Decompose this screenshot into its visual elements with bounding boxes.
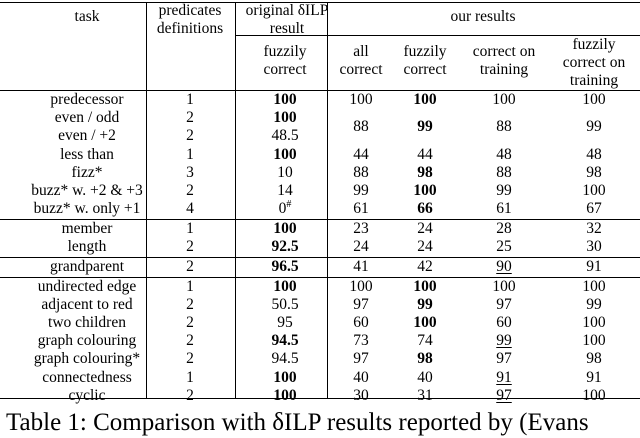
all-correct-value: 97 [353, 350, 369, 368]
predicates-count: 2 [186, 182, 194, 199]
fuzzily-correct-on-training-value: 99 [586, 118, 602, 136]
original-result: 96.5 [271, 257, 299, 275]
correct-on-training-value: 88 [496, 163, 512, 181]
all-correct-value: 99 [353, 182, 369, 199]
fuzzily-correct-on-training-value: 100 [582, 386, 606, 404]
original-result: 100 [273, 368, 297, 386]
fuzzily-correct-on-training-value: 67 [586, 200, 602, 218]
task-name: adjacent to red [41, 295, 133, 313]
fuzzily-correct-on-training-value: 98 [586, 350, 602, 368]
correct-on-training-value: 48 [496, 145, 512, 163]
fuzzily-correct-value: 100 [413, 313, 437, 331]
correct-on-training-value: 88 [496, 118, 512, 136]
all-correct-value: 60 [353, 313, 369, 331]
task-name: grandparent [49, 257, 125, 275]
header-predicates-definitions: predicates definitions [156, 2, 224, 37]
task-name: fizz* [71, 163, 103, 181]
predicates-count: 2 [186, 386, 194, 404]
fuzzily-correct-value: 66 [417, 200, 433, 218]
task-name: less than [60, 145, 114, 163]
task-name: two children [48, 313, 126, 331]
correct-on-training-value: 97 [496, 295, 512, 313]
original-result: 100 [273, 277, 297, 295]
fuzzily-correct-value: 42 [417, 257, 433, 275]
all-correct-value: 97 [353, 295, 369, 313]
original-result: 0# [278, 199, 292, 218]
rule-line [0, 2, 640, 3]
original-result: 94.5 [271, 350, 299, 368]
original-result: 100 [273, 109, 297, 127]
predicates-count: 1 [186, 145, 194, 163]
original-result: 48.5 [271, 127, 299, 145]
task-name: graph colouring* [33, 350, 141, 368]
fuzzily-correct-value: 98 [417, 163, 433, 181]
correct-on-training-value: 99 [496, 182, 512, 199]
predicates-count: 2 [186, 109, 194, 127]
fuzzily-correct-value: 100 [413, 277, 437, 295]
all-correct-value: 73 [353, 332, 369, 350]
fuzzily-correct-value: 99 [417, 295, 433, 313]
all-correct-value: 61 [353, 200, 369, 218]
predicates-count: 1 [186, 277, 194, 295]
predicates-count: 2 [186, 295, 194, 313]
all-correct-value: 24 [353, 238, 369, 256]
header-our-results: our results [450, 8, 516, 25]
correct-on-training-value: 97 [496, 386, 512, 404]
predicates-count: 2 [186, 238, 194, 256]
original-result: 14 [277, 182, 293, 199]
correct-on-training-value: 25 [496, 238, 512, 256]
rule-line [0, 219, 640, 220]
all-correct-value: 44 [353, 145, 369, 163]
fuzzily-correct-on-training-value: 30 [586, 238, 602, 256]
rule-line [0, 398, 640, 399]
fuzzily-correct-on-training-value: 91 [586, 368, 602, 386]
task-name: length [67, 238, 107, 256]
predicates-count: 1 [186, 368, 194, 386]
original-result: 100 [273, 145, 297, 163]
fuzzily-correct-value: 98 [417, 350, 433, 368]
fuzzily-correct-on-training-value: 100 [582, 313, 606, 331]
fuzzily-correct-value: 31 [417, 386, 433, 404]
correct-on-training-value: 28 [496, 219, 512, 237]
original-result: 50.5 [271, 295, 299, 313]
task-name: even / odd [54, 109, 120, 127]
all-correct-value: 40 [353, 368, 369, 386]
correct-on-training-value: 60 [496, 313, 512, 331]
task-name: predecessor [50, 91, 124, 108]
correct-on-training-value: 100 [492, 277, 516, 295]
rule-line [0, 277, 640, 278]
task-name: connectedness [42, 368, 132, 386]
task-name: even / +2 [58, 127, 116, 145]
column-divider [235, 2, 236, 398]
fuzzily-correct-on-training-value: 99 [586, 295, 602, 313]
header-all-correct: all correct [339, 43, 383, 78]
fuzzily-correct-value: 100 [413, 91, 437, 108]
fuzzily-correct-on-training-value: 32 [586, 219, 602, 237]
task-name: buzz* w. +2 & +3 [31, 182, 143, 199]
fuzzily-correct-on-training-value: 100 [582, 332, 606, 350]
correct-on-training-value: 91 [496, 368, 512, 386]
original-result: 95 [277, 313, 293, 331]
task-name: cyclic [68, 386, 106, 404]
predicates-count: 4 [186, 200, 194, 218]
original-result: 100 [273, 219, 297, 237]
predicates-count: 1 [186, 219, 194, 237]
task-name: graph colouring [37, 332, 137, 350]
all-correct-value: 23 [353, 219, 369, 237]
original-result: 94.5 [271, 332, 299, 350]
column-divider [327, 2, 328, 398]
fuzzily-correct-on-training-value: 98 [586, 163, 602, 181]
predicates-count: 2 [186, 350, 194, 368]
task-name: buzz* w. only +1 [33, 200, 141, 218]
correct-on-training-value: 100 [492, 91, 516, 108]
header-fuzzily-correct: fuzzily correct [403, 43, 447, 78]
predicates-count: 2 [186, 127, 194, 145]
task-name: member [61, 219, 113, 237]
fuzzily-correct-value: 100 [413, 182, 437, 199]
header-task: task [74, 8, 100, 25]
fuzzily-correct-on-training-value: 48 [586, 145, 602, 163]
all-correct-value: 100 [349, 277, 373, 295]
header-fuzzily-correct-original: fuzzily correct [263, 43, 307, 78]
correct-on-training-value: 97 [496, 350, 512, 368]
all-correct-value: 41 [353, 257, 369, 275]
fuzzily-correct-value: 99 [417, 118, 433, 136]
all-correct-value: 100 [349, 91, 373, 108]
correct-on-training-value: 99 [496, 332, 512, 350]
predicates-count: 2 [186, 257, 194, 275]
column-divider [146, 2, 147, 398]
footnote-mark: # [286, 199, 292, 211]
fuzzily-correct-value: 74 [417, 332, 433, 350]
predicates-count: 1 [186, 91, 194, 108]
predicates-count: 2 [186, 332, 194, 350]
correct-on-training-value: 61 [496, 200, 512, 218]
table-caption: Table 1: Comparison with δILP results reported by (Evans [6, 409, 589, 436]
original-result: 92.5 [271, 238, 299, 256]
fuzzily-correct-value: 24 [417, 219, 433, 237]
all-correct-value: 88 [353, 163, 369, 181]
fuzzily-correct-on-training-value: 100 [582, 182, 606, 199]
fuzzily-correct-on-training-value: 100 [582, 277, 606, 295]
rule-line [0, 257, 640, 258]
header-fuzzily-correct-on-training: fuzzily correct on training [562, 36, 626, 89]
fuzzily-correct-value: 24 [417, 238, 433, 256]
original-result: 10 [277, 163, 293, 181]
all-correct-value: 30 [353, 386, 369, 404]
header-original-dilp: original δILP result [245, 2, 329, 37]
predicates-count: 2 [186, 313, 194, 331]
fuzzily-correct-value: 44 [417, 145, 433, 163]
header-correct-on-training: correct on training [472, 43, 536, 78]
fuzzily-correct-value: 40 [417, 368, 433, 386]
fuzzily-correct-on-training-value: 91 [586, 257, 602, 275]
correct-on-training-value: 90 [496, 257, 512, 275]
original-result: 100 [273, 91, 297, 108]
original-result: 100 [273, 386, 297, 404]
predicates-count: 3 [186, 163, 194, 181]
fuzzily-correct-on-training-value: 100 [582, 91, 606, 108]
all-correct-value: 88 [353, 118, 369, 136]
rule-line [235, 35, 640, 36]
task-name: undirected edge [37, 277, 137, 295]
